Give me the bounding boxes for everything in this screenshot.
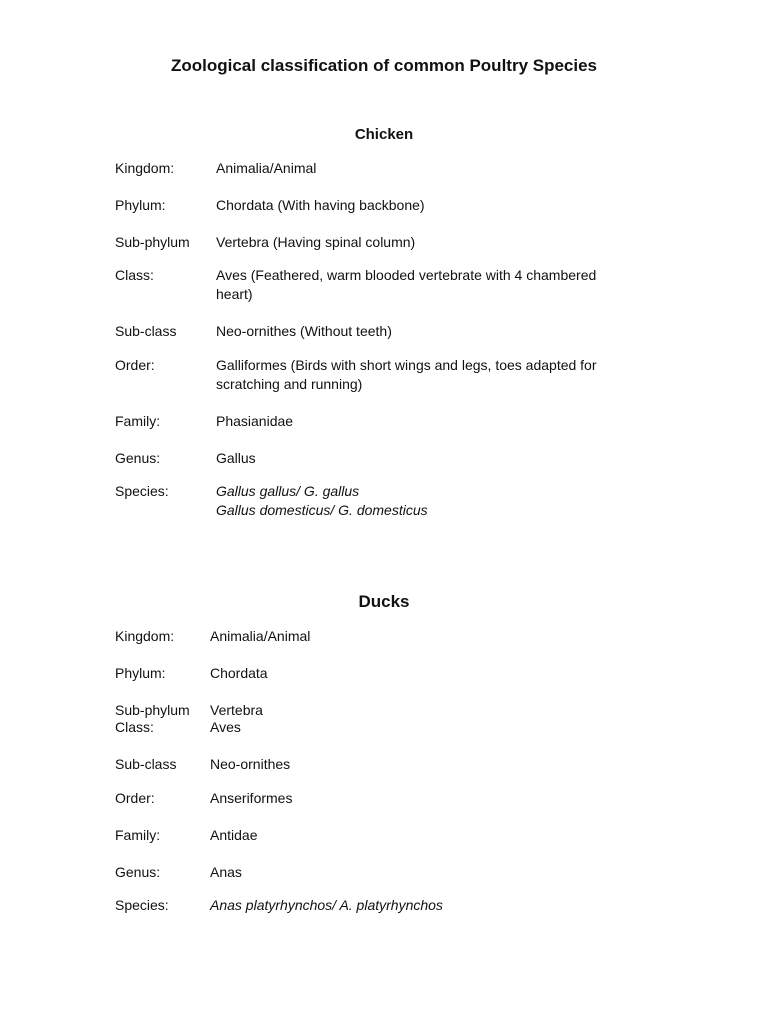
ducks-label-subclass: Sub-class bbox=[115, 756, 177, 772]
ducks-value-family: Antidae bbox=[210, 827, 258, 843]
ducks-label-class: Class: bbox=[115, 719, 154, 735]
chicken-label-genus: Genus: bbox=[115, 450, 161, 466]
ducks-value-class: Aves bbox=[210, 719, 241, 735]
ducks-label-subphylum: Sub-phylum bbox=[115, 702, 190, 718]
ducks-value-phylum: Chordata bbox=[210, 665, 268, 681]
chicken-label-subclass: Sub-class bbox=[115, 323, 177, 339]
ducks-label-order: Order: bbox=[115, 790, 155, 806]
ducks-label-genus: Genus: bbox=[115, 864, 161, 880]
chicken-value-subphylum: Vertebra (Having spinal column) bbox=[216, 234, 416, 250]
ducks-value-kingdom: Animalia/Animal bbox=[210, 628, 311, 644]
chicken-value-species-line1: Gallus gallus/ G. gallus bbox=[216, 483, 360, 499]
chicken-value-phylum: Chordata (With having backbone) bbox=[216, 197, 425, 213]
ducks-value-species: Anas platyrhynchos/ A. platyrhynchos bbox=[210, 897, 443, 913]
chicken-value-subclass: Neo-ornithes (Without teeth) bbox=[216, 323, 392, 339]
ducks-value-order: Anseriformes bbox=[210, 790, 293, 806]
chicken-value-class-line1: Aves (Feathered, warm blooded vertebrate with 4 chambered bbox=[216, 267, 597, 283]
chicken-label-phylum: Phylum: bbox=[115, 197, 166, 213]
chicken-label-class: Class: bbox=[115, 267, 154, 283]
ducks-value-subclass: Neo-ornithes bbox=[210, 756, 291, 772]
chicken-value-family: Phasianidae bbox=[216, 413, 294, 429]
ducks-value-subphylum: Vertebra bbox=[210, 702, 263, 718]
chicken-label-species: Species: bbox=[115, 483, 169, 499]
chicken-value-kingdom: Animalia/Animal bbox=[216, 160, 317, 176]
ducks-value-genus: Anas bbox=[210, 864, 242, 880]
chicken-value-genus: Gallus bbox=[216, 450, 256, 466]
ducks-label-phylum: Phylum: bbox=[115, 665, 166, 681]
ducks-label-species: Species: bbox=[115, 897, 169, 913]
section-heading-chicken: Chicken bbox=[354, 126, 414, 143]
chicken-label-order: Order: bbox=[115, 357, 155, 373]
ducks-label-family: Family: bbox=[115, 827, 161, 843]
document-title: Zoological classification of common Poultry Species bbox=[170, 56, 598, 75]
chicken-value-order-line2: scratching and running) bbox=[216, 376, 363, 392]
chicken-value-species-line2: Gallus domesticus/ G. domesticus bbox=[216, 502, 428, 518]
ducks-label-kingdom: Kingdom: bbox=[115, 628, 175, 644]
chicken-value-order-line1: Galliformes (Birds with short wings and legs, toes adapted for bbox=[216, 357, 597, 373]
chicken-label-family: Family: bbox=[115, 413, 161, 429]
chicken-label-kingdom: Kingdom: bbox=[115, 160, 175, 176]
chicken-label-subphylum: Sub-phylum bbox=[115, 234, 190, 250]
chicken-value-class-line2: heart) bbox=[216, 286, 253, 302]
section-heading-ducks: Ducks bbox=[358, 592, 410, 611]
